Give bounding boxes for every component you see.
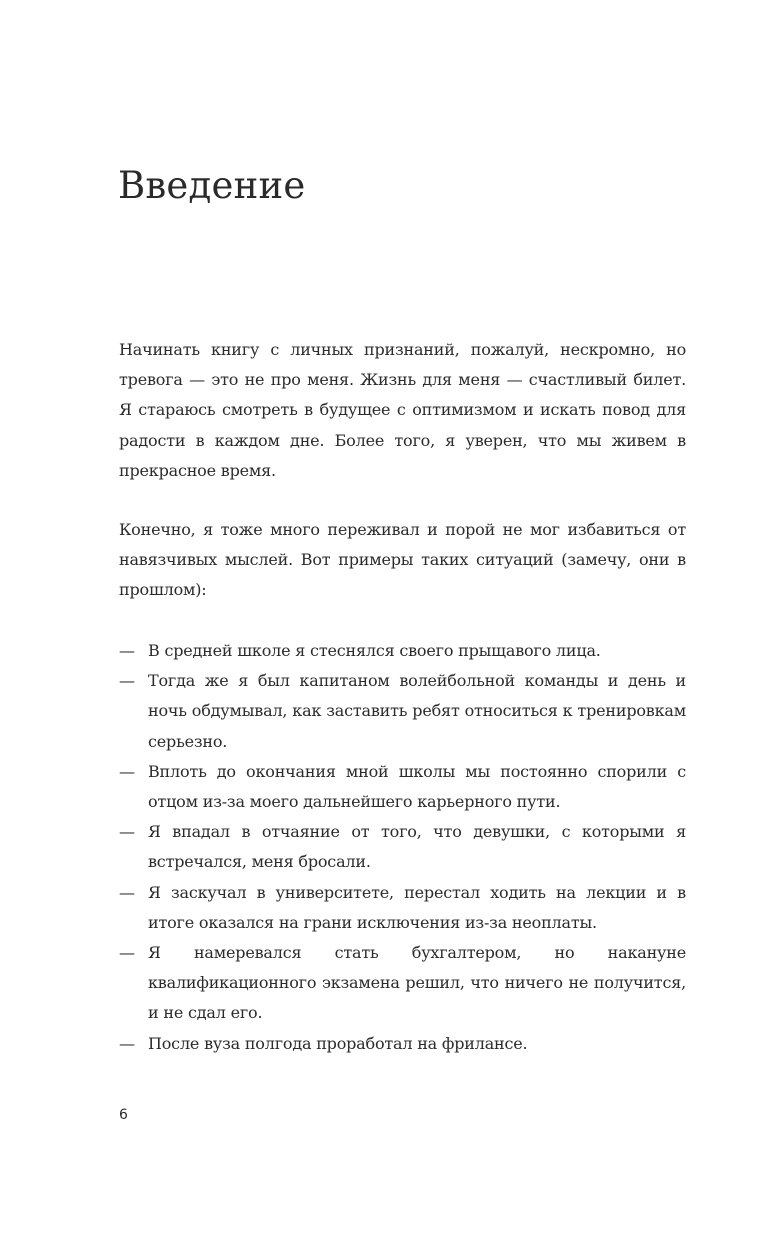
list-item-text: Я впадал в отчаяние от того, что девушки, с которыми я встречался, меня бросали.	[148, 822, 686, 872]
dash-marker: —	[119, 671, 135, 691]
paragraph-examples-lead: Конечно, я тоже много переживал и порой не мог избавиться от навязчивых мыслей. Вот примеры таких ситуаций (замечу, они в прошлом):	[119, 520, 686, 600]
list-item-text: Тогда же я был капитаном волейбольной команды и день и ночь обдумывал, как заставить ребят относиться к тренировкам серьезно.	[148, 671, 686, 751]
list-item	[119, 817, 686, 877]
list-item	[119, 636, 686, 666]
paragraph-intro: Начинать книгу с личных признаний, пожалуй, нескромно, но тревога — это не про меня. Жизнь для меня — счастливый билет. Я стараюсь смотреть в будущее с оптимизмом и искать повод для радости в каждом дне. Более того, я уверен, что мы живем в прекрасное время.	[119, 340, 686, 480]
dash-marker: —	[119, 641, 135, 660]
list-item-text: Я намеревался стать бухгалтером, но накануне квалификационного экзамена решил, что ничего не получится, и не сдал его.	[148, 943, 686, 1023]
dash-marker: —	[119, 822, 135, 842]
dash-marker: —	[119, 761, 135, 781]
list-item-text: После вуза полгода проработал на фрилансе.	[148, 1033, 528, 1053]
list-item	[119, 1029, 686, 1059]
list-item-text: В средней школе я стеснялся своего прыщавого лица.	[148, 641, 601, 660]
list-item-text: Я заскучал в университете, перестал ходить на лекции и в итоге оказался на грани исключения из-за неоплаты.	[148, 882, 686, 932]
list-item	[119, 757, 686, 817]
dash-marker: —	[119, 943, 135, 963]
list-item	[119, 878, 686, 938]
page-number: 6	[119, 1107, 128, 1123]
page-title: Введение	[118, 164, 306, 207]
situations-list	[119, 636, 686, 1059]
list-item	[119, 666, 686, 757]
list-item	[119, 938, 686, 1029]
dash-marker: —	[119, 1033, 135, 1053]
dash-marker: —	[119, 882, 135, 902]
list-item-text: Вплоть до окончания мной школы мы постоянно спорили с отцом из-за моего дальнейшего карьерного пути.	[148, 761, 686, 812]
